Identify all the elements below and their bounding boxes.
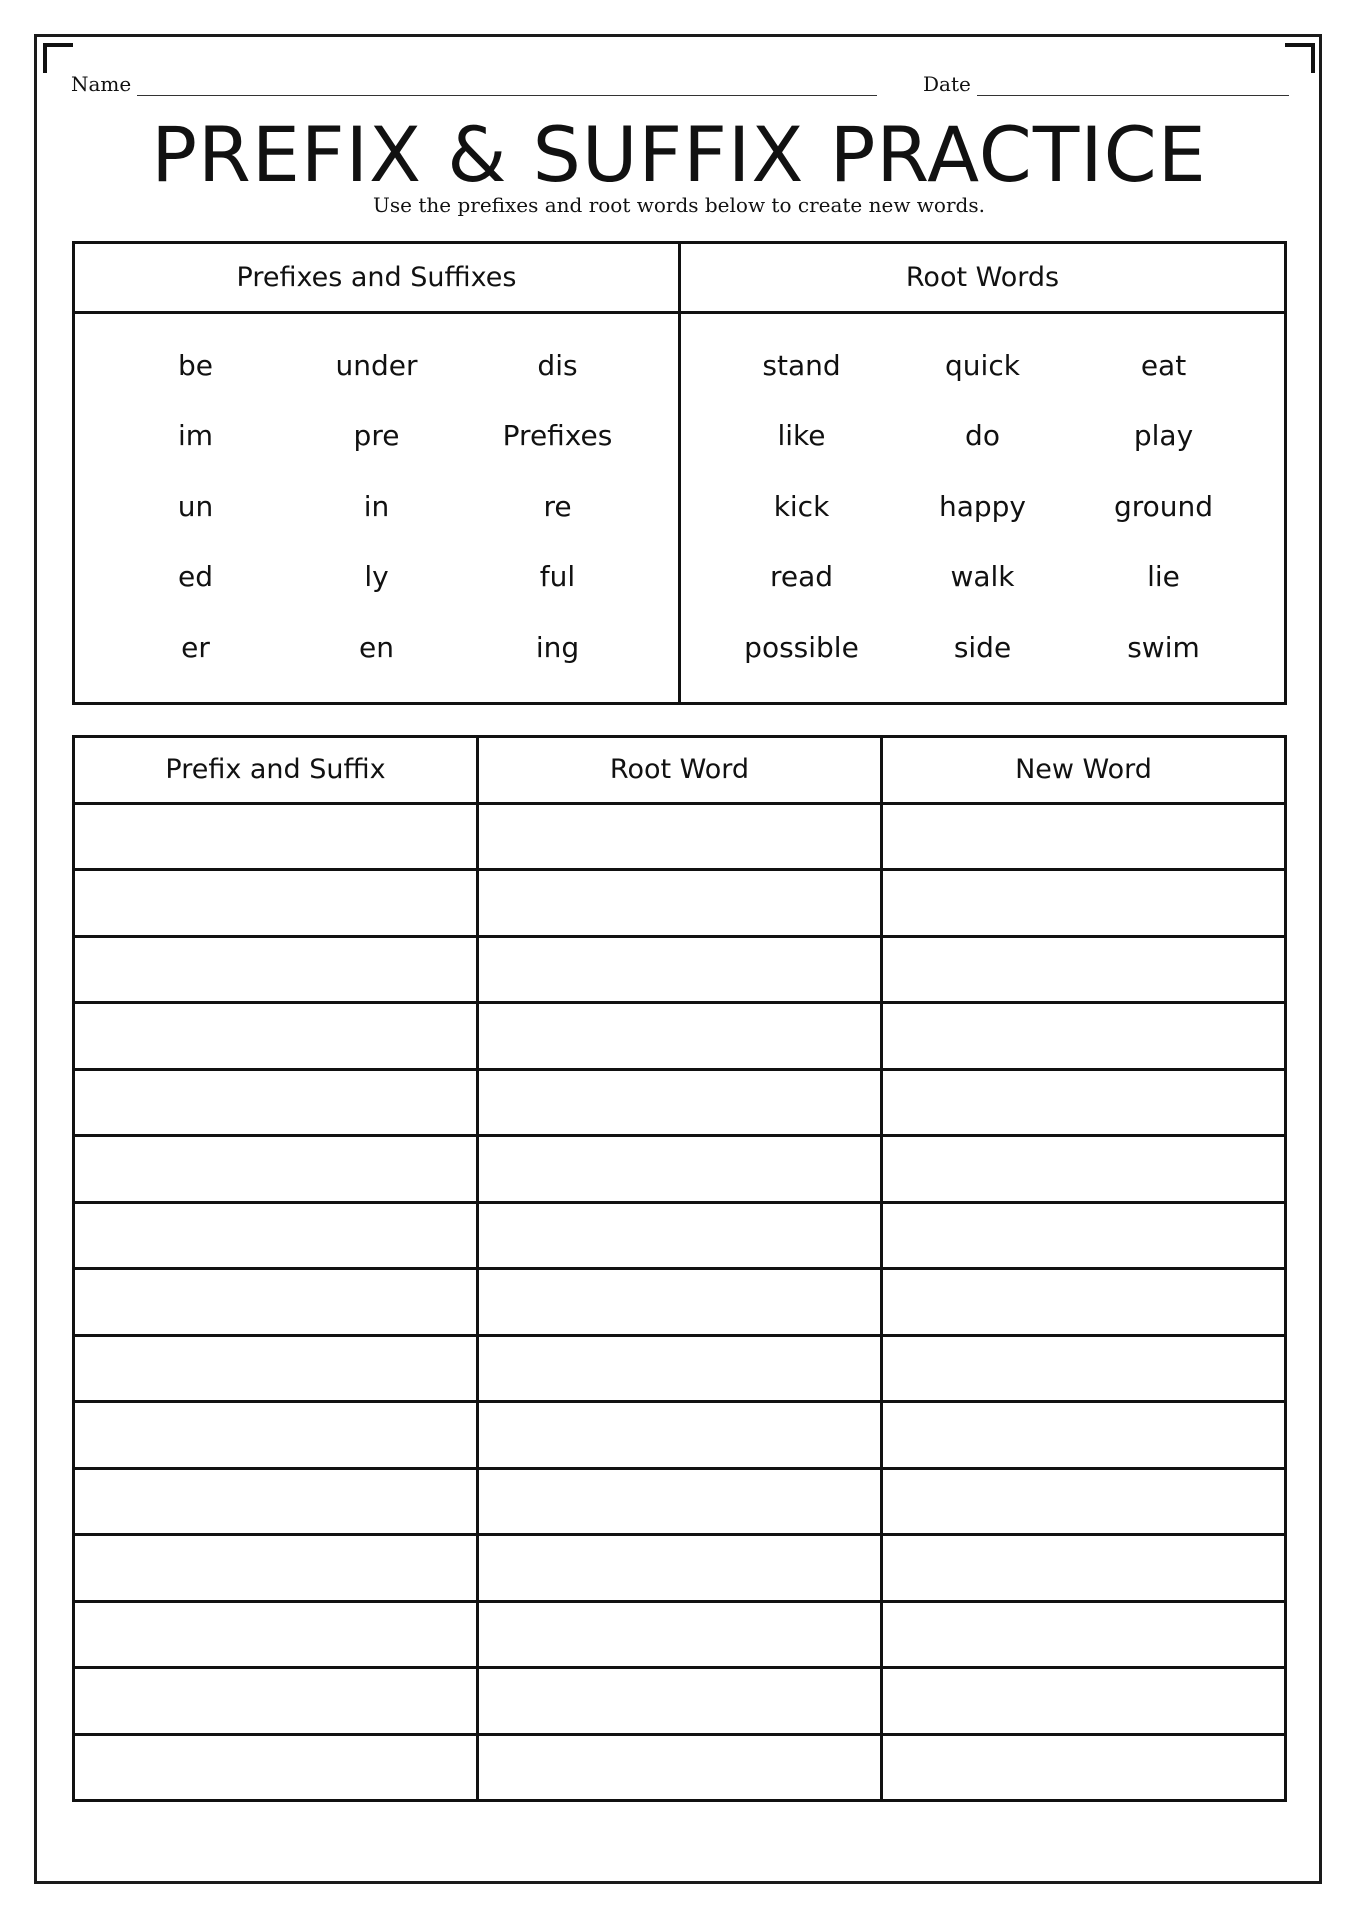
affix-word: en <box>359 630 394 664</box>
root-word-cell[interactable] <box>478 1003 882 1070</box>
prefix-suffix-cell[interactable] <box>74 1468 478 1535</box>
new-word-cell[interactable] <box>882 803 1286 870</box>
column-header-new-word: New Word <box>882 737 1286 804</box>
root-word-cell[interactable] <box>478 1402 882 1469</box>
prefix-suffix-cell[interactable] <box>74 1535 478 1602</box>
table-row <box>74 1269 1286 1336</box>
prefix-suffix-cell[interactable] <box>74 936 478 1003</box>
affix-word: in <box>363 489 390 523</box>
affix-word: pre <box>353 419 400 453</box>
table-row <box>74 870 1286 937</box>
table-row <box>74 1535 1286 1602</box>
root-word: stand <box>762 348 841 382</box>
date-label: Date <box>923 72 971 96</box>
new-word-cell[interactable] <box>882 1202 1286 1269</box>
affix-heading: Prefixes and Suffixes <box>75 244 678 314</box>
root-word-cell[interactable] <box>478 1468 882 1535</box>
page-title: PREFIX & SUFFIX PRACTICE <box>151 110 1207 199</box>
root-grid <box>681 314 1284 683</box>
table-row <box>74 1335 1286 1402</box>
root-word: lie <box>1147 560 1180 594</box>
new-word-cell[interactable] <box>882 1269 1286 1336</box>
root-word-cell[interactable] <box>478 1601 882 1668</box>
root-word-cell[interactable] <box>478 870 882 937</box>
root-word: play <box>1133 419 1194 453</box>
root-word: possible <box>744 630 859 664</box>
affix-word: ly <box>364 560 389 594</box>
new-word-cell[interactable] <box>882 1402 1286 1469</box>
root-column <box>678 244 1284 702</box>
root-word: ground <box>1113 489 1214 523</box>
table-row <box>74 936 1286 1003</box>
answer-body <box>74 803 1286 1801</box>
root-word-cell[interactable] <box>478 803 882 870</box>
table-row <box>74 1734 1286 1801</box>
instructions: Use the prefixes and root words below to create new words. <box>373 193 985 217</box>
affix-word: im <box>177 419 214 453</box>
answer-header-row <box>74 737 1286 804</box>
table-row <box>74 1468 1286 1535</box>
root-word: kick <box>773 489 830 523</box>
new-word-cell[interactable] <box>882 1003 1286 1070</box>
answer-table <box>72 735 1287 1802</box>
prefix-suffix-cell[interactable] <box>74 1335 478 1402</box>
new-word-cell[interactable] <box>882 1734 1286 1801</box>
affix-word: er <box>181 630 210 664</box>
root-word-cell[interactable] <box>478 1136 882 1203</box>
table-row <box>74 1003 1286 1070</box>
prefix-suffix-cell[interactable] <box>74 870 478 937</box>
root-word: side <box>953 630 1012 664</box>
affix-grid <box>75 314 678 683</box>
affix-word: dis <box>537 348 578 382</box>
corner-mark-top-left <box>43 43 73 73</box>
new-word-cell[interactable] <box>882 870 1286 937</box>
prefix-suffix-cell[interactable] <box>74 1202 478 1269</box>
table-row <box>74 1402 1286 1469</box>
name-line[interactable] <box>137 73 877 96</box>
root-word-cell[interactable] <box>478 1069 882 1136</box>
root-word-cell[interactable] <box>478 1335 882 1402</box>
table-row <box>74 1069 1286 1136</box>
word-bank <box>72 241 1287 705</box>
prefix-suffix-cell[interactable] <box>74 1069 478 1136</box>
root-word: like <box>777 419 826 453</box>
root-word-cell[interactable] <box>478 1668 882 1735</box>
table-row <box>74 1668 1286 1735</box>
prefix-suffix-cell[interactable] <box>74 1668 478 1735</box>
new-word-cell[interactable] <box>882 936 1286 1003</box>
prefix-suffix-cell[interactable] <box>74 1601 478 1668</box>
new-word-cell[interactable] <box>882 1069 1286 1136</box>
prefix-suffix-cell[interactable] <box>74 1269 478 1336</box>
date-line[interactable] <box>977 73 1289 96</box>
table-row <box>74 1136 1286 1203</box>
name-field[interactable] <box>71 72 877 96</box>
root-word: do <box>965 419 1000 453</box>
affix-word: re <box>543 489 572 523</box>
root-word: happy <box>938 489 1027 523</box>
new-word-cell[interactable] <box>882 1136 1286 1203</box>
affix-word: Prefixes <box>502 419 613 453</box>
root-word-cell[interactable] <box>478 1269 882 1336</box>
new-word-cell[interactable] <box>882 1601 1286 1668</box>
new-word-cell[interactable] <box>882 1468 1286 1535</box>
affix-word: ful <box>539 560 576 594</box>
affix-word: ing <box>535 630 580 664</box>
table-row <box>74 1601 1286 1668</box>
affix-word: be <box>178 348 213 382</box>
prefix-suffix-cell[interactable] <box>74 1402 478 1469</box>
table-row <box>74 803 1286 870</box>
affix-word: ed <box>178 560 213 594</box>
column-header-prefix-suffix: Prefix and Suffix <box>74 737 478 804</box>
prefix-suffix-cell[interactable] <box>74 1003 478 1070</box>
prefix-suffix-cell[interactable] <box>74 803 478 870</box>
root-word-cell[interactable] <box>478 1535 882 1602</box>
root-word: eat <box>1140 348 1187 382</box>
column-header-root-word: Root Word <box>478 737 882 804</box>
affix-word: un <box>177 489 214 523</box>
new-word-cell[interactable] <box>882 1668 1286 1735</box>
name-label: Name <box>71 72 132 96</box>
date-field[interactable] <box>923 72 1289 96</box>
root-word: swim <box>1127 630 1200 664</box>
corner-mark-top-right <box>1285 43 1315 73</box>
root-heading: Root Words <box>681 244 1284 314</box>
root-word-cell[interactable] <box>478 1734 882 1801</box>
affix-column <box>75 244 678 702</box>
prefix-suffix-cell[interactable] <box>74 1734 478 1801</box>
root-word: quick <box>945 348 1020 382</box>
root-word: walk <box>950 560 1015 594</box>
new-word-cell[interactable] <box>882 1535 1286 1602</box>
new-word-cell[interactable] <box>882 1335 1286 1402</box>
root-word-cell[interactable] <box>478 1202 882 1269</box>
table-row <box>74 1202 1286 1269</box>
root-word: read <box>769 560 834 594</box>
affix-word: under <box>335 348 418 382</box>
prefix-suffix-cell[interactable] <box>74 1136 478 1203</box>
root-word-cell[interactable] <box>478 936 882 1003</box>
